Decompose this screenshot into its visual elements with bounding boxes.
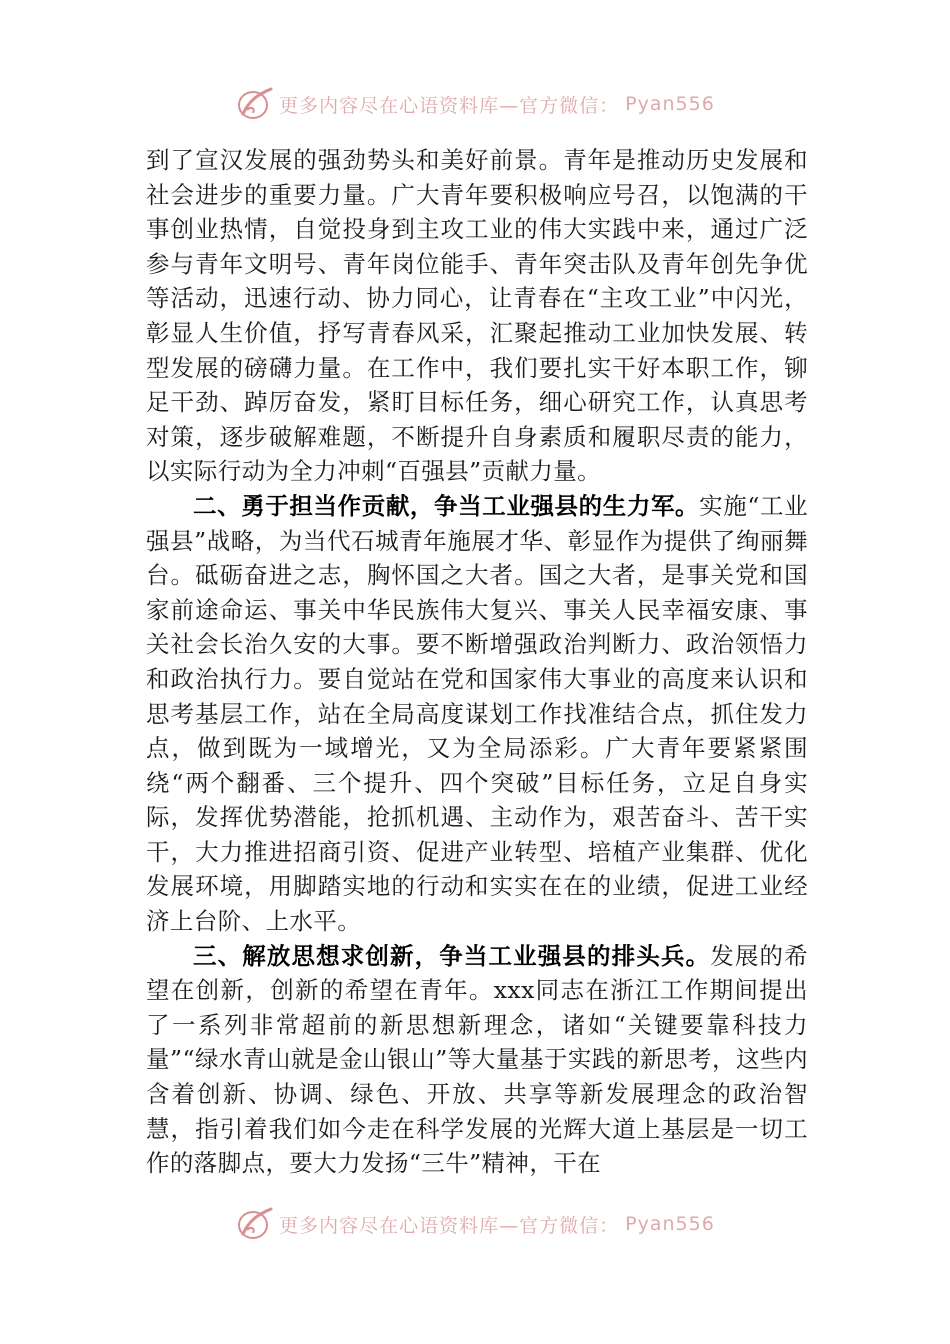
paragraph-1 [146,143,808,489]
watermark-footer [0,1204,950,1244]
watermark-wechat-id: Pyan556 [625,1213,715,1235]
watermark-wechat-id: Pyan556 [625,93,715,115]
paragraph-3 [146,939,808,1181]
section-heading-3: 三、解放思想求创新，争当工业强县的排头兵。 [193,941,711,970]
paragraph-1-text: 到了宣汉发展的强劲势头和美好前景。青年是推动历史发展和社会进步的重要力量。广大青年要积极响应号召，以饱满的干事创业热情，自觉投身到主攻工业的伟大实践中来，通过广泛参与青年文明号、青年岗位能手、青年突击队及青年创先争优等活动，迅速行动、协力同心，让青春在“主攻工业”中闪光，彰显人生价值，抒写青春风采，汇聚起推动工业加快发展、转型发展的磅礴力量。在工作中，我们要扎实干好本职工作，铆足干劲、踔厉奋发，紧盯目标任务，细心研究工作，认真思考对策，逐步破解难题，不断提升自身素质和履职尽责的能力，以实际行动为全力冲刺“百强县”贡献力量。 [146,146,808,486]
brush-logo-icon [235,86,275,122]
document-body [146,143,808,1181]
paragraph-2-text: 实施“工业强县”战略，为当代石城青年施展才华、彰显作为提供了绚丽舞台。砥砺奋进之志，胸怀国之大者。国之大者，是事关党和国家前途命运、事关中华民族伟大复兴、事关人民幸福安康、事关社会长治久安的大事。要不断增强政治判断力、政治领悟力和政治执行力。要自觉站在党和国家伟大事业的高度来认识和思考基层工作，站在全局高度谋划工作找准结合点，抓住发力点，做到既为一域增光，又为全局添彩。广大青年要紧紧围绕“两个翻番、三个提升、四个突破”目标任务，立足自身实际，发挥优势潜能，抢抓机遇、主动作为，艰苦奋斗、苦干实干，大力推进招商引资、促进产业转型、培植产业集群、优化发展环境，用脚踏实地的行动和实实在在的业绩，促进工业经济上台阶、上水平。 [146,491,808,936]
brush-logo-icon [235,1206,275,1242]
paragraph-3-text: 发展的希望在创新，创新的希望在青年。xxx同志在浙江工作期间提出了一系列非常超前的新思想新理念，诸如“关键要靠科技力量”“绿水青山就是金山银山”等大量基于实践的新思考，这些内含着创新、协调、绿色、开放、共享等新发展理念的政治智慧，指引着我们如今走在科学发展的光辉大道上基层是一切工作的落脚点，要大力发扬“三牛”精神，干在 [146,941,808,1178]
watermark-text: 更多内容尽在心语资料库—官方微信： [279,94,620,117]
watermark-header [0,84,950,124]
paragraph-2 [146,489,808,939]
section-heading-2: 二、勇于担当作贡献，争当工业强县的生力军。 [193,491,700,520]
watermark-text: 更多内容尽在心语资料库—官方微信： [279,1214,620,1237]
